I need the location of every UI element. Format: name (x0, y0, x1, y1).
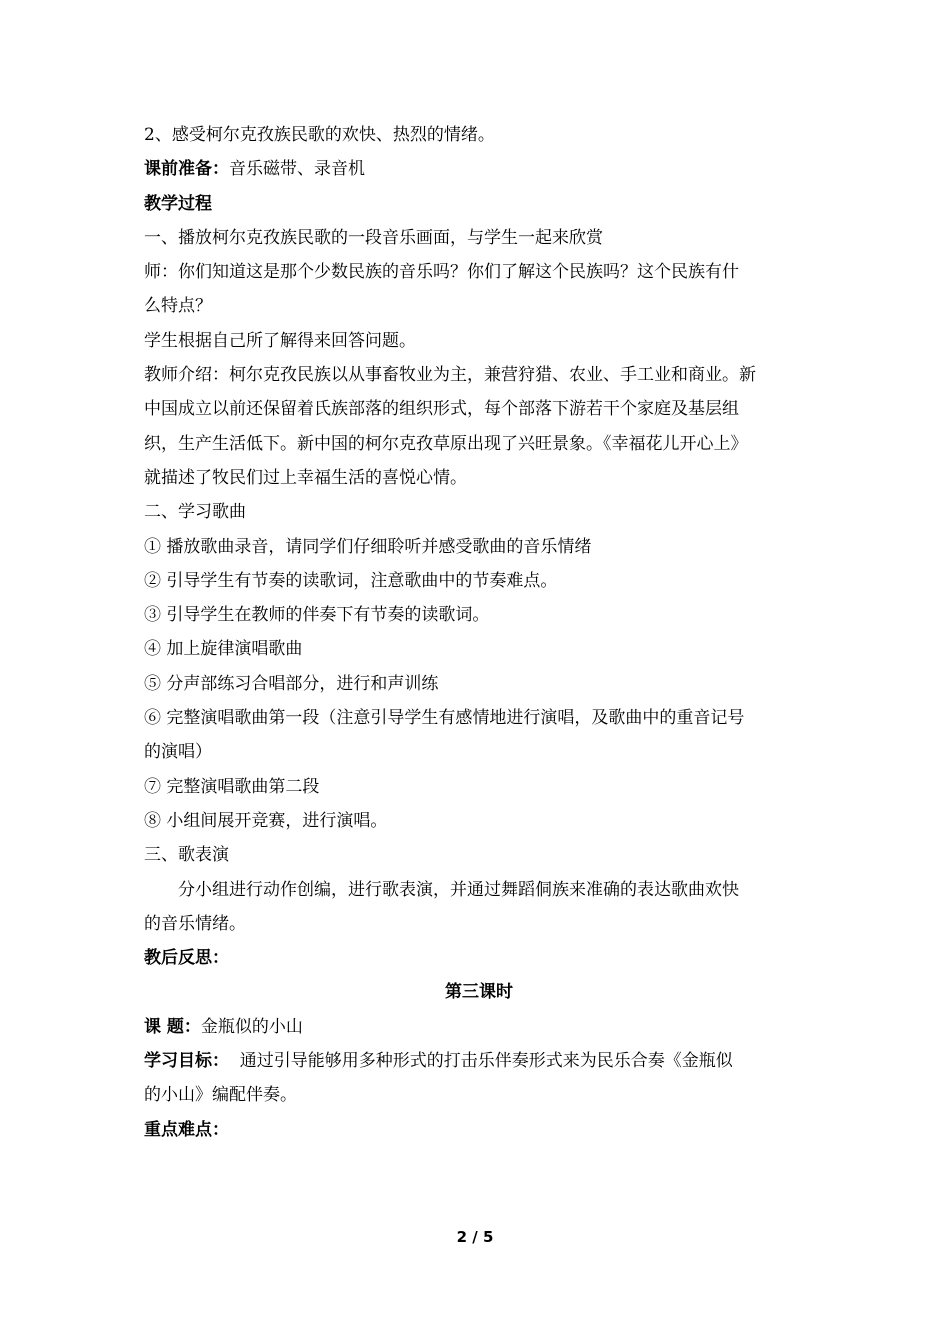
reflection-label: 教后反思： (144, 948, 229, 969)
teacher-intro-line-3: 织，生产生活低下。新中国的柯尔克孜草原出现了兴旺景象。《幸福花儿开心上》 (144, 433, 748, 454)
section-3-body-line-1: 分小组进行动作创编，进行歌表演，并通过舞蹈侗族来准确的表达歌曲欢快 (178, 879, 739, 900)
lesson-3-heading: 第三课时 (445, 982, 513, 1003)
topic-value: 金瓶似的小山 (200, 1016, 303, 1037)
goal-2: 2、感受柯尔克孜族民歌的欢快、热烈的情绪。 (144, 125, 495, 145)
student-answer: 学生根据自己所了解得来回答问题。 (144, 330, 416, 351)
goal-value-line-1: 通过引导能够用多种形式的打击乐伴奏形式来为民乐合奏《金瓶似 (229, 1051, 733, 1072)
step-6-line-1: ⑥ 完整演唱歌曲第一段（注意引导学生有感情地进行演唱，及歌曲中的重音记号 (144, 708, 745, 729)
topic-line (144, 1010, 814, 1044)
step-4: ④ 加上旋律演唱歌曲 (144, 639, 303, 660)
topic-label: 课 题： (144, 1016, 201, 1037)
keypoints-label: 重点难点： (144, 1119, 229, 1140)
goal-label: 学习目标： (144, 1051, 229, 1072)
step-2: ② 引导学生有节奏的读歌词，注意歌曲中的节奏难点。 (144, 570, 558, 591)
teacher-intro-line-2: 中国成立以前还保留着氏族部落的组织形式，每个部落下游若干个家庭及基层组 (144, 399, 739, 420)
prep-label: 课前准备： (144, 159, 229, 180)
section-1-title: 一、播放柯尔克孜族民歌的一段音乐画面，与学生一起来欣赏 (144, 227, 603, 248)
section-2-title: 二、学习歌曲 (144, 502, 246, 523)
process-heading: 教学过程 (144, 193, 212, 214)
step-8: ⑧ 小组间展开竞赛，进行演唱。 (144, 810, 388, 831)
teacher-question-line-1: 师：你们知道这是那个少数民族的音乐吗？你们了解这个民族吗？这个民族有什 (144, 262, 739, 283)
step-5: ⑤ 分声部练习合唱部分，进行和声训练 (144, 673, 439, 694)
teacher-intro-line-4: 就描述了牧民们过上幸福生活的喜悦心情。 (144, 467, 467, 488)
step-6-line-2: 的演唱） (144, 742, 212, 763)
goal-value-line-2: 的小山》编配伴奏。 (144, 1085, 297, 1106)
step-7: ⑦ 完整演唱歌曲第二段 (144, 776, 320, 797)
teacher-question-line-2: 么特点？ (144, 296, 212, 317)
step-3: ③ 引导学生在教师的伴奏下有节奏的读歌词。 (144, 605, 490, 626)
teacher-intro-line-1: 教师介绍：柯尔克孜民族以从事畜牧业为主，兼营狩猎、农业、手工业和商业。新 (144, 365, 756, 386)
step-1: ① 播放歌曲录音，请同学们仔细聆听并感受歌曲的音乐情绪 (144, 536, 592, 557)
prep-line (144, 152, 814, 186)
page-number: 2 / 5 (456, 1228, 494, 1246)
section-3-title: 三、歌表演 (144, 845, 229, 866)
document-body (144, 118, 814, 1147)
prep-value: 音乐磁带、录音机 (229, 159, 365, 180)
goal-line-1 (144, 1044, 814, 1078)
section-3-body-line-2: 的音乐情绪。 (144, 913, 246, 934)
